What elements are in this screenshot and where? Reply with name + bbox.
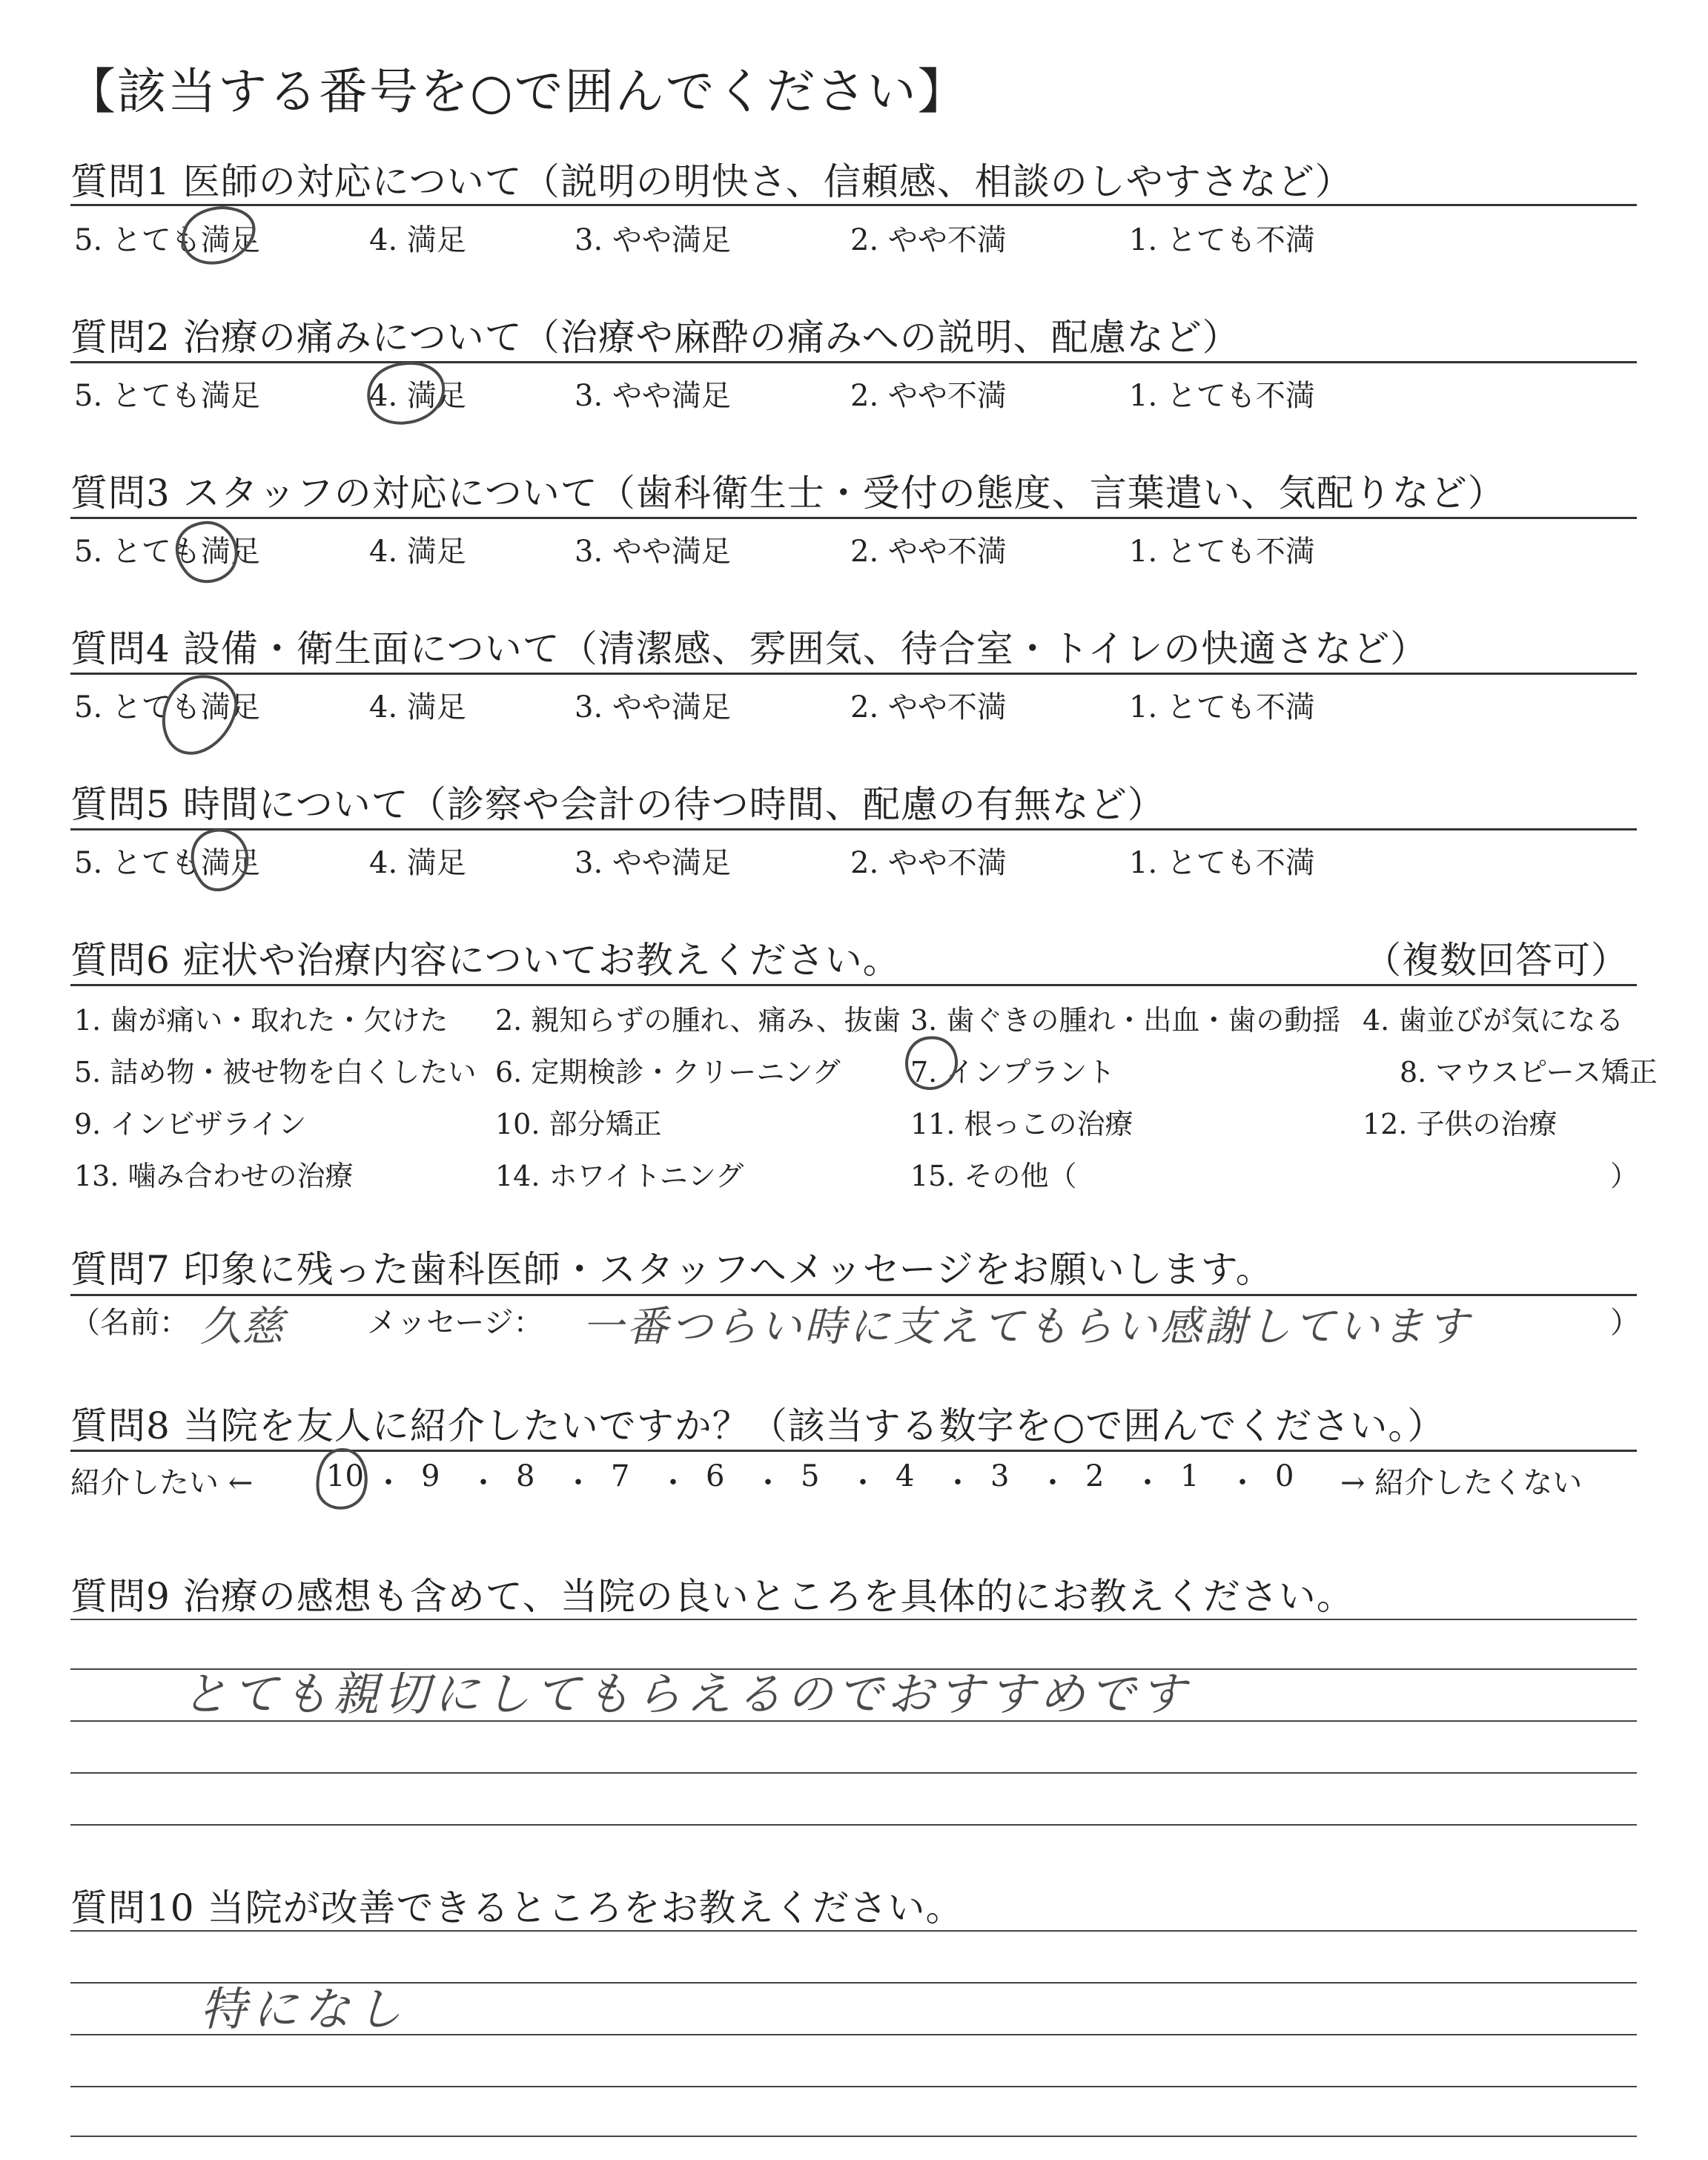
scale-value-4[interactable]: 4: [896, 1459, 915, 1493]
question-7-label: 質問7 印象に残った歯科医師・スタッフへメッセージをお願いします。: [70, 1248, 1274, 1291]
scale-value-0[interactable]: 0: [1275, 1459, 1294, 1493]
scale-value-2[interactable]: 2: [1085, 1459, 1105, 1493]
scale-value-8[interactable]: 8: [516, 1459, 535, 1493]
q5-option-3[interactable]: 3. やや満足: [575, 846, 731, 880]
q1-option-3[interactable]: 3. やや満足: [575, 223, 731, 257]
q6-option-4[interactable]: 4. 歯並びが気になる: [1363, 1004, 1624, 1037]
q6-option-13[interactable]: 13. 噛み合わせの治療: [74, 1160, 354, 1192]
answer-line: [70, 1619, 1637, 1620]
answer-line: [70, 2136, 1637, 2137]
scale-value-3[interactable]: 3: [990, 1459, 1010, 1493]
q4-option-4[interactable]: 4. 満足: [369, 690, 466, 724]
divider: [70, 1450, 1637, 1452]
scale-separator: ・: [1038, 1466, 1068, 1500]
scale-value-5[interactable]: 5: [801, 1459, 820, 1493]
q4-option-1[interactable]: 1. とても不満: [1129, 690, 1315, 724]
q6-option-3[interactable]: 3. 歯ぐきの腫れ・出血・歯の動揺: [910, 1004, 1341, 1037]
scale-separator: ・: [563, 1466, 593, 1500]
q7-close: ）: [1610, 1306, 1640, 1340]
q1-option-5[interactable]: 5. とても満足: [74, 223, 260, 257]
q4-option-3[interactable]: 3. やや満足: [575, 690, 731, 724]
q2-option-5[interactable]: 5. とても満足: [74, 379, 260, 413]
answer-line: [70, 1824, 1637, 1826]
page-title: 【該当する番号を○で囲んでください】: [67, 63, 968, 120]
divider: [70, 673, 1637, 675]
q6-option-5[interactable]: 5. 詰め物・被せ物を白くしたい: [74, 1056, 477, 1089]
q5-option-2[interactable]: 2. やや不満: [850, 846, 1007, 880]
question-6-label: 質問6 症状や治療内容についてお教えください。: [70, 939, 901, 982]
q5-option-1[interactable]: 1. とても不満: [1129, 846, 1315, 880]
divider: [70, 517, 1637, 519]
scale-separator: ・: [658, 1466, 688, 1500]
scale-separator: ・: [1228, 1466, 1257, 1500]
q3-option-1[interactable]: 1. とても不満: [1129, 535, 1315, 569]
answer-line: [70, 1930, 1637, 1932]
q7-message-label: メッセージ：: [367, 1306, 543, 1340]
question-5-label: 質問5 時間について（診察や会計の待つ時間、配慮の有無など）: [70, 783, 1165, 826]
scale-value-1[interactable]: 1: [1180, 1459, 1199, 1493]
q6-option-10[interactable]: 10. 部分矯正: [495, 1108, 662, 1140]
scale-separator: ・: [753, 1466, 783, 1500]
q6-option-9[interactable]: 9. インビザライン: [74, 1108, 307, 1140]
divider: [70, 204, 1637, 206]
question-2-label: 質問2 治療の痛みについて（治療や麻酔の痛みへの説明、配慮など）: [70, 316, 1240, 359]
divider: [70, 828, 1637, 830]
question-4-label: 質問4 設備・衛生面について（清潔感、雰囲気、待合室・トイレの快適さなど）: [70, 627, 1429, 670]
question-3-label: 質問3 スタッフの対応について（歯科衛生士・受付の態度、言葉遣い、気配りなど）: [70, 472, 1506, 515]
q1-option-1[interactable]: 1. とても不満: [1129, 223, 1315, 257]
scale-value-10[interactable]: 10: [326, 1459, 364, 1493]
q3-option-5[interactable]: 5. とても満足: [74, 535, 260, 569]
q3-option-3[interactable]: 3. やや満足: [575, 535, 731, 569]
scale-separator: ・: [848, 1466, 878, 1500]
q2-option-3[interactable]: 3. やや満足: [575, 379, 731, 413]
answer-line: [70, 2086, 1637, 2087]
q6-option-6[interactable]: 6. 定期検診・クリーニング: [495, 1056, 841, 1089]
q1-option-4[interactable]: 4. 満足: [369, 223, 466, 257]
question-1-label: 質問1 医師の対応について（説明の明快さ、信頼感、相談のしやすさなど）: [70, 160, 1353, 203]
scale-value-9[interactable]: 9: [421, 1459, 440, 1493]
q6-option-1[interactable]: 1. 歯が痛い・取れた・欠けた: [74, 1004, 448, 1037]
question-10-label: 質問10 当院が改善できるところをお教えください。: [70, 1886, 964, 1929]
q3-option-4[interactable]: 4. 満足: [369, 535, 466, 569]
q6-other-close: ）: [1610, 1160, 1639, 1192]
question-8-label: 質問8 当院を友人に紹介したいですか？（該当する数字を○で囲んでください。）: [70, 1404, 1446, 1447]
divider: [70, 361, 1637, 363]
q2-option-4[interactable]: 4. 満足: [369, 379, 466, 413]
q6-option-2[interactable]: 2. 親知らずの腫れ、痛み、抜歯: [495, 1004, 901, 1037]
q9-answer[interactable]: とても親切にしてもらえるのでおすすめです: [182, 1667, 1191, 1721]
q6-option-7[interactable]: 7. インプラント: [910, 1056, 1116, 1089]
q6-option-8[interactable]: 8. マウスピース矯正: [1400, 1056, 1658, 1089]
q8-left-label: 紹介したい ←: [70, 1466, 254, 1500]
q7-name-label: （名前：: [70, 1306, 189, 1340]
scale-separator: ・: [374, 1466, 403, 1500]
q8-right-label: → 紹介したくない: [1340, 1466, 1583, 1500]
scale-separator: ・: [1133, 1466, 1162, 1500]
q10-answer[interactable]: 特になし: [200, 1982, 408, 2036]
q5-option-5[interactable]: 5. とても満足: [74, 846, 260, 880]
q2-option-1[interactable]: 1. とても不満: [1129, 379, 1315, 413]
q6-option-12[interactable]: 12. 子供の治療: [1363, 1108, 1558, 1140]
q2-option-2[interactable]: 2. やや不満: [850, 379, 1007, 413]
q6-option-11[interactable]: 11. 根っこの治療: [910, 1108, 1133, 1140]
q4-option-2[interactable]: 2. やや不満: [850, 690, 1007, 724]
scale-separator: ・: [943, 1466, 973, 1500]
q3-option-2[interactable]: 2. やや不満: [850, 535, 1007, 569]
question-6-note: （複数回答可）: [1364, 939, 1629, 982]
question-9-label: 質問9 治療の感想も含めて、当院の良いところを具体的にお教えください。: [70, 1575, 1354, 1618]
scale-value-6[interactable]: 6: [706, 1459, 725, 1493]
divider: [70, 984, 1637, 986]
q6-option-15[interactable]: 15. その他（: [910, 1160, 1077, 1192]
q5-option-4[interactable]: 4. 満足: [369, 846, 466, 880]
q1-option-2[interactable]: 2. やや不満: [850, 223, 1007, 257]
scale-separator: ・: [469, 1466, 498, 1500]
q7-name-value[interactable]: 久慈: [200, 1303, 283, 1351]
q6-option-14[interactable]: 14. ホワイトニング: [495, 1160, 744, 1192]
answer-line: [70, 1772, 1637, 1774]
scale-value-7[interactable]: 7: [611, 1459, 630, 1493]
q4-option-5[interactable]: 5. とても満足: [74, 690, 260, 724]
q7-message-value[interactable]: 一番つらい時に支えてもらい感謝しています: [582, 1303, 1472, 1351]
